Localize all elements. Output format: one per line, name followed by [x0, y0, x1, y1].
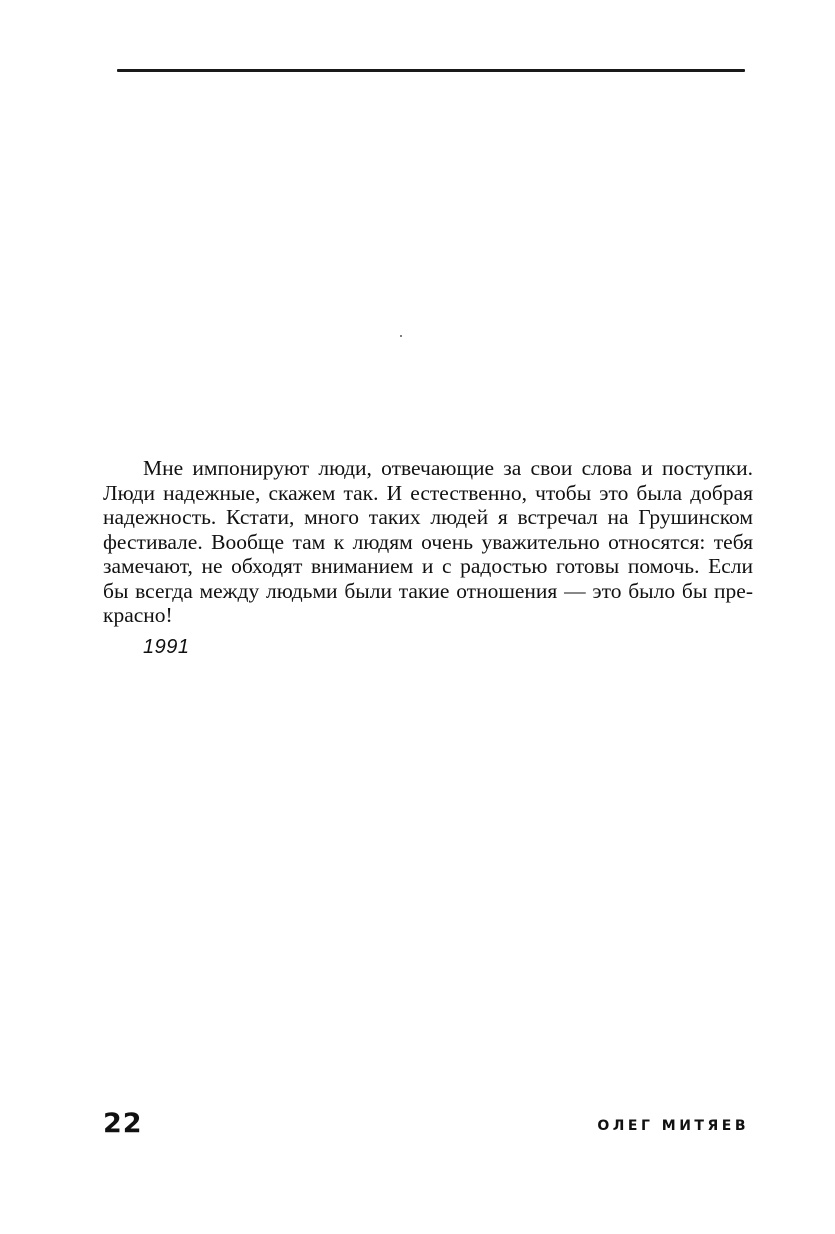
paragraph-line: фестивале. Вообще там к людям очень уважительно относятся: тебя — [103, 529, 753, 554]
paragraph-line: Люди надежные, скажем так. И естественно, чтобы это была добрая — [103, 480, 753, 505]
print-speck — [400, 335, 402, 337]
page-number: 22 — [103, 1108, 143, 1139]
paragraph-line: замечают, не обходят вниманием и с радостью готовы помочь. Если — [103, 554, 753, 578]
running-footer-author: ОЛЕГ МИТЯЕВ — [597, 1118, 749, 1134]
paragraph-line: надежность. Кстати, много таких людей я встречал на Грушинском — [103, 505, 753, 529]
paragraph-line: Мне импонируют люди, отвечающие за свои слова и поступки. — [143, 456, 753, 480]
date-year: 1991 — [143, 636, 190, 658]
header-rule — [117, 69, 745, 72]
body-paragraph — [103, 456, 753, 628]
paragraph-line: красно! — [103, 603, 173, 627]
paragraph-line: бы всегда между людьми были такие отношения — это было бы пре- — [103, 578, 753, 603]
